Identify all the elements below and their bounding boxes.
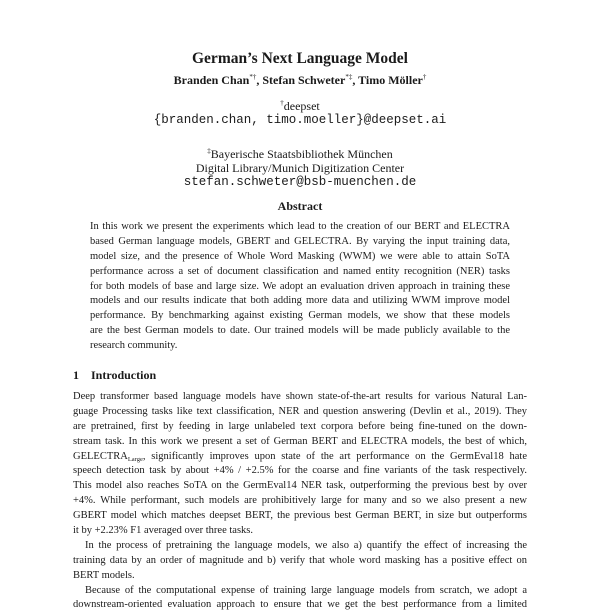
body-line: guage Processing tasks like text classification, NER and question answering (Devlin et al., 2019). They xyxy=(73,405,527,417)
affiliation-bsb xyxy=(0,144,600,189)
affiliation-department: Digital Library/Munich Digitization Center xyxy=(195,161,405,175)
author-separator: , xyxy=(352,73,359,87)
section-number: 1 xyxy=(73,368,79,382)
body-line: downstream-oriented evaluation approach to ensure that we get the best performance from a limited xyxy=(73,599,527,611)
author-separator: , xyxy=(256,73,263,87)
paper-title: German’s Next Language Model xyxy=(192,50,408,67)
body-line: Because of the computational expense of training large language models from scratch, we adopt a xyxy=(85,584,527,596)
abstract-line: In this work we present the experiments which lead to the creation of our BERT and ELECTRA xyxy=(90,221,510,232)
abstract-line: are the best German models to date. Our trained models will be made publicly available to the xyxy=(90,325,510,337)
abstract-line: performance. By benchmarking against existing German models, we show that these models xyxy=(90,310,510,322)
abstract-line: models and our results indicate that both adding more data and utilizing WWM improve model xyxy=(90,295,510,307)
affiliation-name: Bayerische Staatsbibliothek München xyxy=(210,147,393,161)
author-marker: † xyxy=(422,73,427,81)
body-line: training data by an order of magnitude and b) verify that whole word masking has a positive effect on xyxy=(73,554,527,566)
body-line: This model also reaches SoTA on the GermEval14 NER task, outperforming the previous best by over xyxy=(73,480,527,492)
section-heading-introduction xyxy=(73,368,156,383)
introduction-body xyxy=(73,390,527,613)
abstract-line: performance across a set of document classification and named entity recognition (NER) tasks xyxy=(90,265,510,277)
affiliation-email: stefan.schweter@bsb-muenchen.de xyxy=(183,175,417,189)
body-line: Deep transformer based language models have shown state-of-the-art results for various Natural Lan- xyxy=(73,391,527,402)
body-line: are pretrained, first by feeding in large unlabeled text corpora before being fine-tuned on the down- xyxy=(73,420,527,432)
abstract-line: model size, and the presence of Whole Word Masking (WWM) we were able to attain SoTA xyxy=(90,250,510,262)
section-title: Introduction xyxy=(91,368,157,382)
body-line: +4%. While performant, such models are prohibitively large for many and so we also present a new xyxy=(73,495,527,507)
body-line: BERT models. xyxy=(73,569,135,581)
author-name: Branden Chan xyxy=(173,73,250,87)
affiliation-email: {branden.chan, timo.moeller}@deepset.ai xyxy=(153,113,447,127)
body-line: In the process of pretraining the language models, we also a) quantify the effect of increasing the xyxy=(85,539,527,551)
abstract-line: based German language models, GBERT and GELECTRA. By varying the input training data, xyxy=(90,235,510,247)
affiliation-marker: ‡ xyxy=(207,147,211,155)
author-name: Timo Möller xyxy=(358,73,423,87)
abstract-body xyxy=(90,220,510,354)
author-marker: *‡ xyxy=(345,73,353,81)
author-marker: *† xyxy=(249,73,257,81)
abstract-line: for both models of base and large size. We adopt an evaluation driven approach in training these xyxy=(90,280,510,292)
affiliation-name: deepset xyxy=(283,99,320,113)
affiliation-deepset xyxy=(0,96,600,127)
body-text: , significantly improves upon state of the art performance on the GermEval18 hate xyxy=(142,450,527,462)
body-line: stream task. In this work we present a set of German BERT and ELECTRA models, the best of which, xyxy=(73,435,527,447)
author-name: Stefan Schweter xyxy=(262,73,346,87)
abstract-heading: Abstract xyxy=(277,199,323,213)
body-line-gelectra xyxy=(73,450,527,465)
body-line: GBERT model which matches deepset BERT, the previous best German BERT, in size but outperforms xyxy=(73,510,527,522)
body-line: it by +2.23% F1 averaged over three tasks. xyxy=(73,525,253,537)
abstract-line: research community. xyxy=(90,340,178,352)
body-line: speech detection task by about +4% / +2.5% for the coarse and fine variants of the task respectively. xyxy=(73,465,527,477)
model-name: GELECTRA xyxy=(73,450,128,462)
affiliation-marker: † xyxy=(280,99,284,107)
author-list xyxy=(0,73,600,88)
model-size-subscript: Large xyxy=(127,455,143,463)
